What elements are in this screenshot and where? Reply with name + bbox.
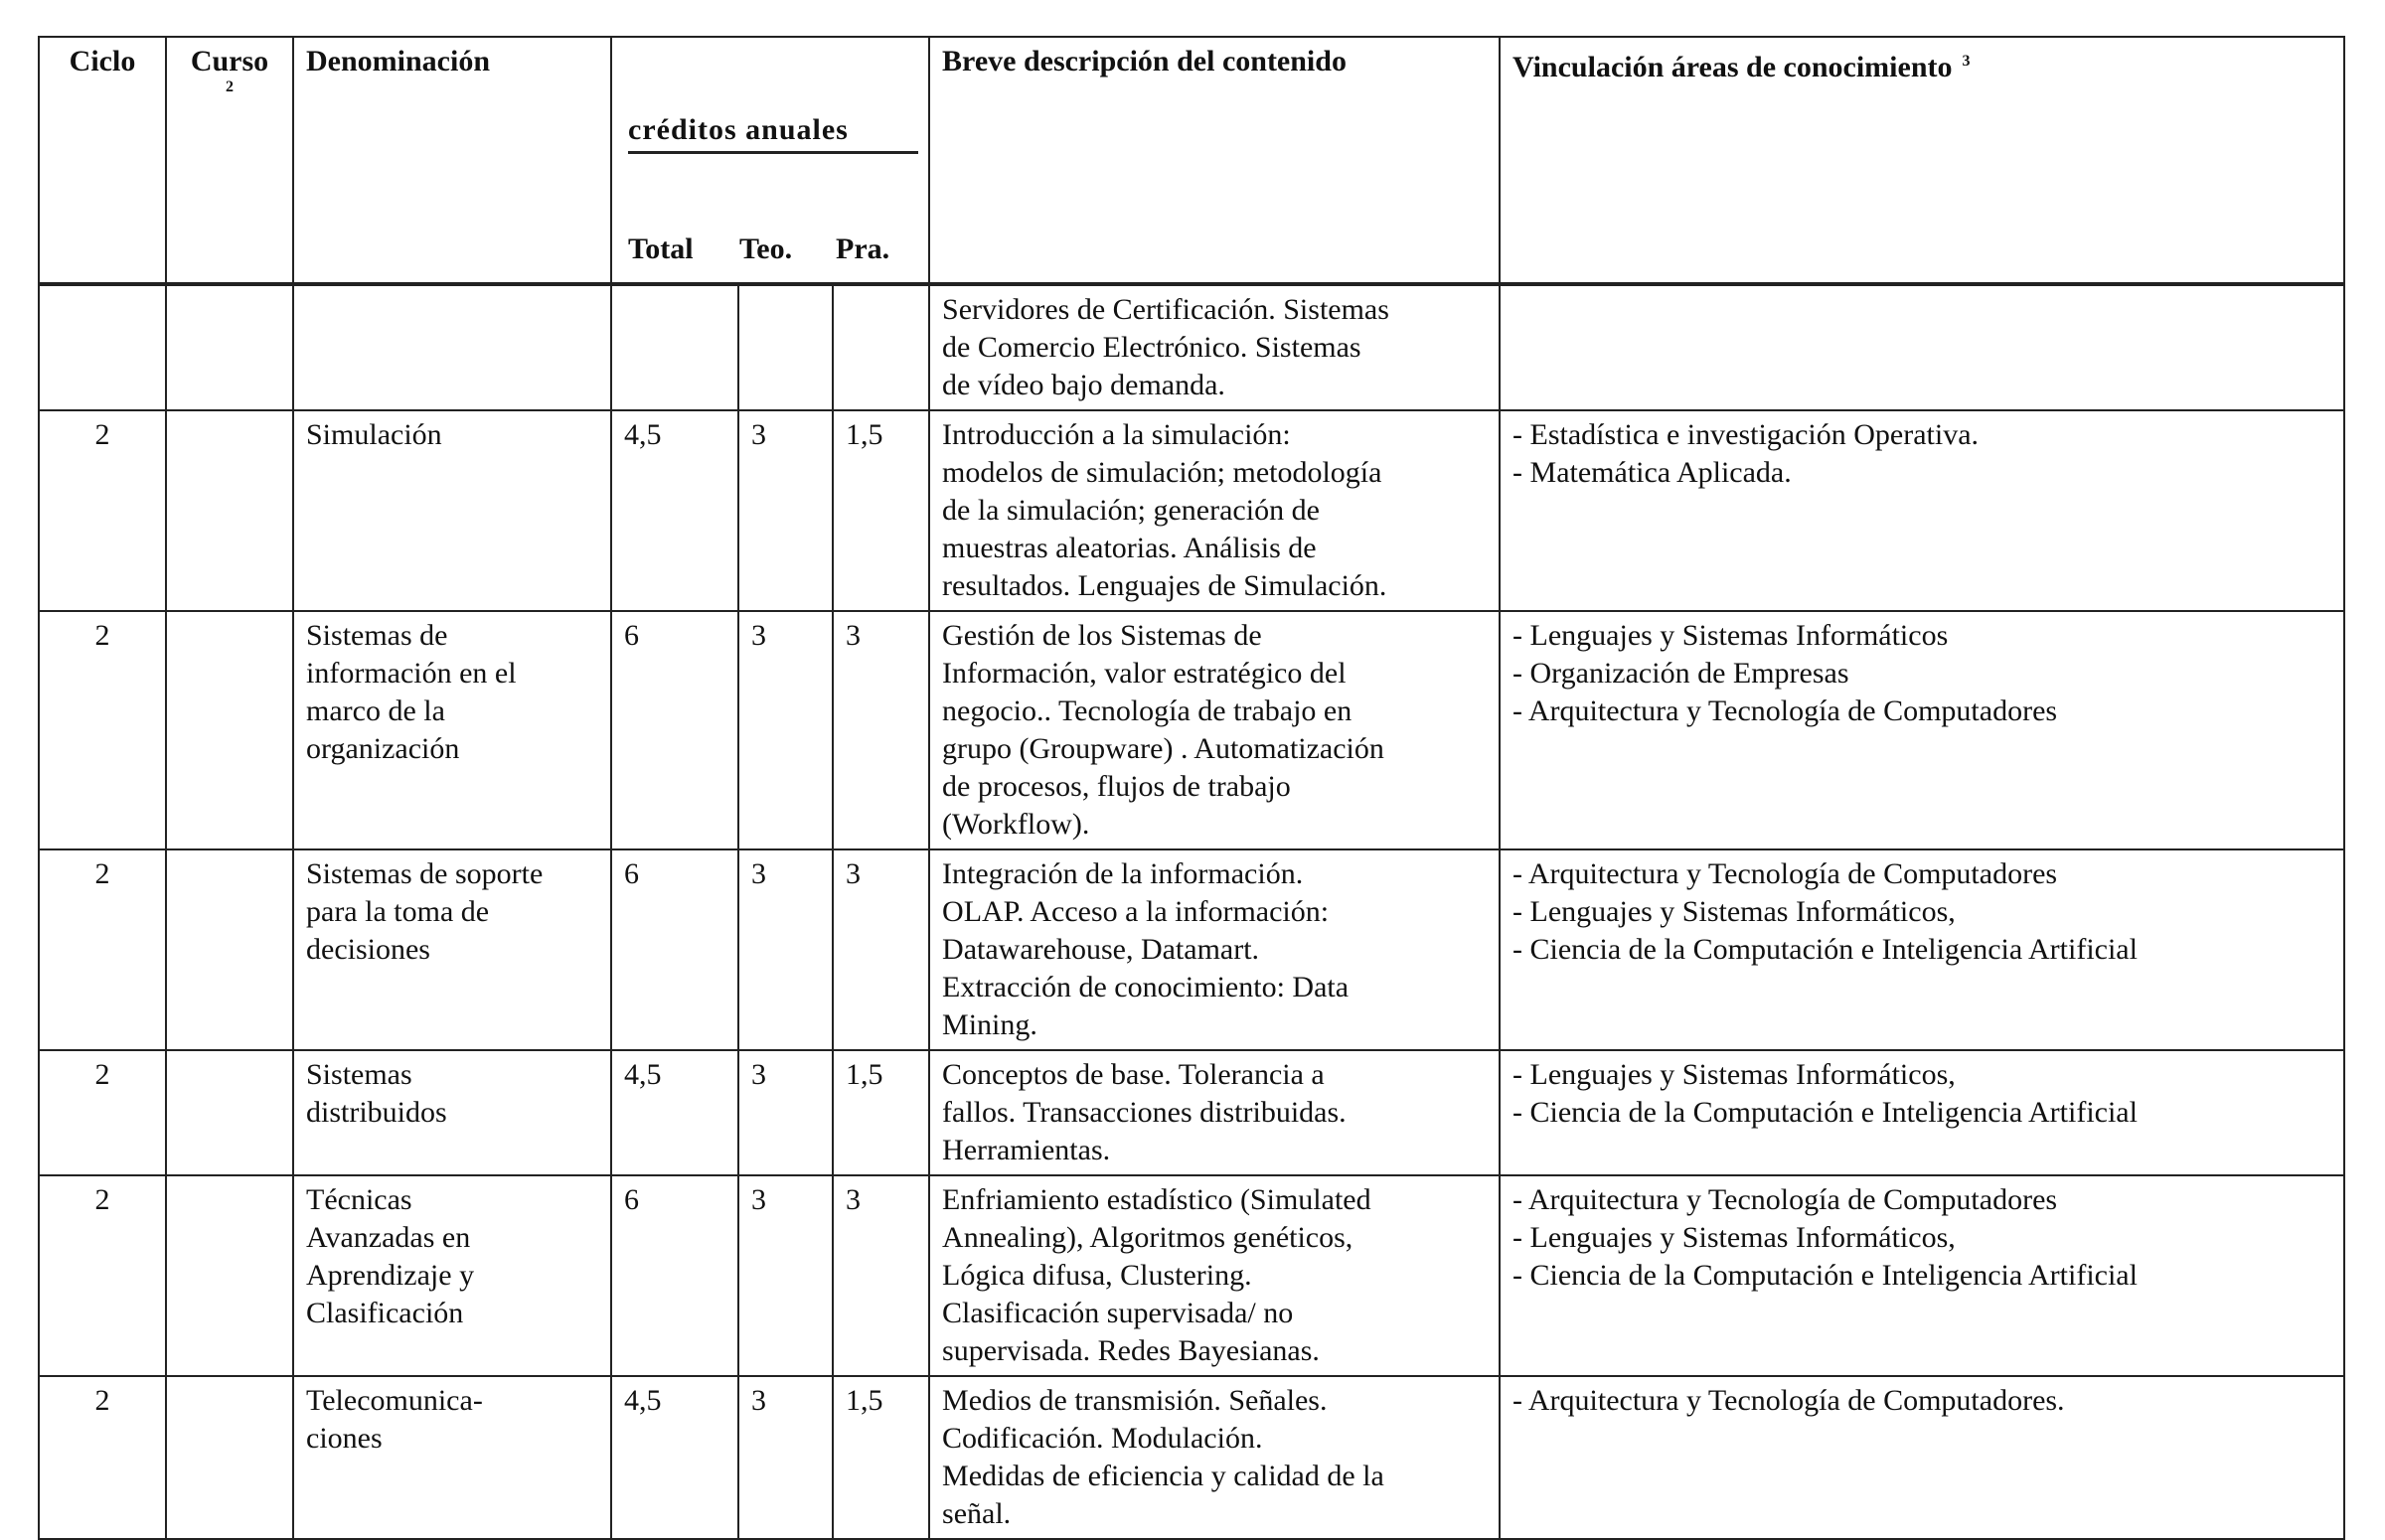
cell-total: 6: [611, 849, 738, 1050]
table-row: [39, 849, 2344, 1050]
cell-denominacion-line: Clasificación: [306, 1297, 464, 1329]
header-total: Total: [628, 232, 694, 265]
cell-areas-line: - Lenguajes y Sistemas Informáticos,: [1512, 1221, 1956, 1254]
cell-denominacion: [293, 1175, 611, 1376]
cell-areas: [1500, 611, 2344, 849]
cell-denominacion-line: Aprendizaje y: [306, 1259, 475, 1292]
cell-descripcion-line: Herramientas.: [942, 1134, 1111, 1166]
cell-denominacion-line: distribuidos: [306, 1096, 447, 1129]
cell-descripcion-line: OLAP. Acceso a la información:: [942, 895, 1330, 928]
cell-denominacion: [293, 1376, 611, 1539]
header-descripcion: Breve descripción del contenido: [929, 37, 1500, 284]
cell-descripcion: [929, 1376, 1500, 1539]
cell-descripcion-line: Mining.: [942, 1008, 1037, 1041]
cell-descripcion: [929, 410, 1500, 611]
cell-descripcion-line: grupo (Groupware) . Automatización: [942, 732, 1384, 765]
cell-descripcion-line: Introducción a la simulación:: [942, 418, 1291, 451]
cell-denominacion-line: marco de la: [306, 694, 445, 727]
cell-descripcion-line: Extracción de conocimiento: Data: [942, 971, 1350, 1003]
cell-descripcion: [929, 284, 1500, 410]
cell-denominacion-line: Simulación: [306, 418, 442, 451]
cell-descripcion-line: Codificación. Modulación.: [942, 1422, 1263, 1455]
cell-curso: [166, 1050, 293, 1175]
table-row: [39, 284, 2344, 410]
cell-areas-line: - Ciencia de la Computación e Inteligencia Artificial: [1512, 1259, 2138, 1292]
cell-total: 4,5: [611, 1050, 738, 1175]
table-row: [39, 1175, 2344, 1376]
cell-descripcion-line: fallos. Transacciones distribuidas.: [942, 1096, 1347, 1129]
cell-descripcion-line: de la simulación; generación de: [942, 494, 1320, 527]
cell-pra: 1,5: [833, 1376, 929, 1539]
cell-descripcion-line: modelos de simulación; metodología: [942, 456, 1382, 489]
cell-denominacion-line: Sistemas de: [306, 619, 448, 652]
cell-descripcion: [929, 849, 1500, 1050]
cell-descripcion-line: Lógica difusa, Clustering.: [942, 1259, 1252, 1292]
cell-descripcion-line: de vídeo bajo demanda.: [942, 369, 1225, 401]
cell-areas: [1500, 284, 2344, 410]
cell-denominacion-line: ciones: [306, 1422, 383, 1455]
cell-descripcion-line: Servidores de Certificación. Sistemas: [942, 293, 1389, 326]
cell-teo: 3: [738, 849, 833, 1050]
header-curso-footnote: 2: [226, 78, 234, 95]
cell-descripcion-line: Medidas de eficiencia y calidad de la: [942, 1460, 1384, 1492]
cell-areas-line: - Arquitectura y Tecnología de Computadores: [1512, 857, 2058, 890]
cell-descripcion-line: supervisada. Redes Bayesianas.: [942, 1334, 1320, 1367]
cell-total: 6: [611, 1175, 738, 1376]
cell-denominacion-line: Avanzadas en: [306, 1221, 471, 1254]
table-row: [39, 1376, 2344, 1539]
cell-pra: [833, 284, 929, 410]
cell-areas-line: - Ciencia de la Computación e Inteligencia Artificial: [1512, 1096, 2138, 1129]
cell-denominacion-line: Sistemas de soporte: [306, 857, 544, 890]
cell-areas-line: - Estadística e investigación Operativa.: [1512, 418, 1980, 451]
cell-ciclo: 2: [39, 1376, 166, 1539]
cell-descripcion-line: muestras aleatorias. Análisis de: [942, 532, 1317, 564]
cell-teo: 3: [738, 1175, 833, 1376]
cell-descripcion-line: (Workflow).: [942, 808, 1090, 841]
cell-areas: [1500, 1175, 2344, 1376]
cell-curso: [166, 1376, 293, 1539]
cell-denominacion-line: para la toma de: [306, 895, 490, 928]
cell-ciclo: 2: [39, 611, 166, 849]
cell-areas: [1500, 1050, 2344, 1175]
cell-ciclo: 2: [39, 849, 166, 1050]
header-vinculacion-footnote: 3: [1962, 53, 1971, 70]
cell-pra: 1,5: [833, 1050, 929, 1175]
header-teo: Teo.: [739, 232, 793, 265]
cell-teo: 3: [738, 410, 833, 611]
cell-pra: 1,5: [833, 410, 929, 611]
cell-descripcion-line: Gestión de los Sistemas de: [942, 619, 1262, 652]
header-pra: Pra.: [836, 232, 890, 265]
cell-descripcion-line: Integración de la información.: [942, 857, 1304, 890]
cell-pra: 3: [833, 611, 929, 849]
cell-descripcion-line: Datawarehouse, Datamart.: [942, 933, 1260, 966]
cell-total: 4,5: [611, 1376, 738, 1539]
cell-total: [611, 284, 738, 410]
cell-curso: [166, 849, 293, 1050]
table-row: [39, 1050, 2344, 1175]
cell-areas-line: - Arquitectura y Tecnología de Computadores: [1512, 1183, 2058, 1216]
cell-curso: [166, 611, 293, 849]
cell-denominacion: [293, 849, 611, 1050]
cell-areas: [1500, 1376, 2344, 1539]
header-ciclo: Ciclo: [39, 37, 166, 284]
cell-areas-line: - Lenguajes y Sistemas Informáticos,: [1512, 1058, 1956, 1091]
cell-curso: [166, 284, 293, 410]
cell-areas-line: - Lenguajes y Sistemas Informáticos,: [1512, 895, 1956, 928]
table-row: [39, 611, 2344, 849]
cell-teo: [738, 284, 833, 410]
header-denominacion: Denominación: [293, 37, 611, 284]
cell-teo: 3: [738, 1050, 833, 1175]
cell-curso: [166, 410, 293, 611]
cell-descripcion: [929, 1175, 1500, 1376]
cell-areas-line: - Organización de Empresas: [1512, 657, 1849, 690]
cell-denominacion-line: organización: [306, 732, 460, 765]
cell-teo: 3: [738, 611, 833, 849]
cell-areas-line: - Matemática Aplicada.: [1512, 456, 1792, 489]
cell-denominacion: [293, 1050, 611, 1175]
cell-pra: 3: [833, 1175, 929, 1376]
cell-descripcion-line: Medios de transmisión. Señales.: [942, 1384, 1328, 1417]
cell-descripcion: [929, 1050, 1500, 1175]
course-table: [38, 36, 2345, 1540]
cell-denominacion: [293, 611, 611, 849]
cell-denominacion-line: información en el: [306, 657, 517, 690]
header-row: [39, 37, 2344, 284]
cell-denominacion-line: Sistemas: [306, 1058, 412, 1091]
table-row: [39, 410, 2344, 611]
cell-denominacion: [293, 410, 611, 611]
header-vinculacion: Vinculación áreas de conocimiento $^3$: [1500, 37, 2344, 284]
cell-descripcion-line: resultados. Lenguajes de Simulación.: [942, 569, 1387, 602]
cell-descripcion-line: señal.: [942, 1497, 1012, 1530]
cell-areas-line: - Ciencia de la Computación e Inteligencia Artificial: [1512, 933, 2138, 966]
cell-descripcion: [929, 611, 1500, 849]
header-creditos-title: créditos anuales: [628, 111, 918, 154]
cell-descripcion-line: de Comercio Electrónico. Sistemas: [942, 331, 1361, 364]
cell-ciclo: 2: [39, 410, 166, 611]
cell-denominacion-line: Técnicas: [306, 1183, 412, 1216]
cell-total: 6: [611, 611, 738, 849]
cell-descripcion-line: de procesos, flujos de trabajo: [942, 770, 1291, 803]
cell-ciclo: [39, 284, 166, 410]
cell-denominacion-line: decisiones: [306, 933, 430, 966]
cell-areas: [1500, 410, 2344, 611]
cell-descripcion-line: Annealing), Algoritmos genéticos,: [942, 1221, 1353, 1254]
cell-denominacion-line: Telecomunica-: [306, 1384, 483, 1417]
cell-ciclo: 2: [39, 1175, 166, 1376]
cell-teo: 3: [738, 1376, 833, 1539]
cell-curso: [166, 1175, 293, 1376]
cell-areas-line: - Lenguajes y Sistemas Informáticos: [1512, 619, 1949, 652]
cell-descripcion-line: Conceptos de base. Tolerancia a: [942, 1058, 1325, 1091]
cell-ciclo: 2: [39, 1050, 166, 1175]
cell-pra: 3: [833, 849, 929, 1050]
cell-descripcion-line: Información, valor estratégico del: [942, 657, 1347, 690]
cell-descripcion-line: Enfriamiento estadístico (Simulated: [942, 1183, 1371, 1216]
cell-denominacion: [293, 284, 611, 410]
cell-total: 4,5: [611, 410, 738, 611]
header-creditos: [611, 37, 929, 284]
cell-areas-line: - Arquitectura y Tecnología de Computadores.: [1512, 1384, 2065, 1417]
cell-descripcion-line: negocio.. Tecnología de trabajo en: [942, 694, 1352, 727]
cell-areas: [1500, 849, 2344, 1050]
cell-areas-line: - Arquitectura y Tecnología de Computadores: [1512, 694, 2058, 727]
header-curso: Curso 2: [166, 37, 293, 284]
cell-descripcion-line: Clasificación supervisada/ no: [942, 1297, 1294, 1329]
